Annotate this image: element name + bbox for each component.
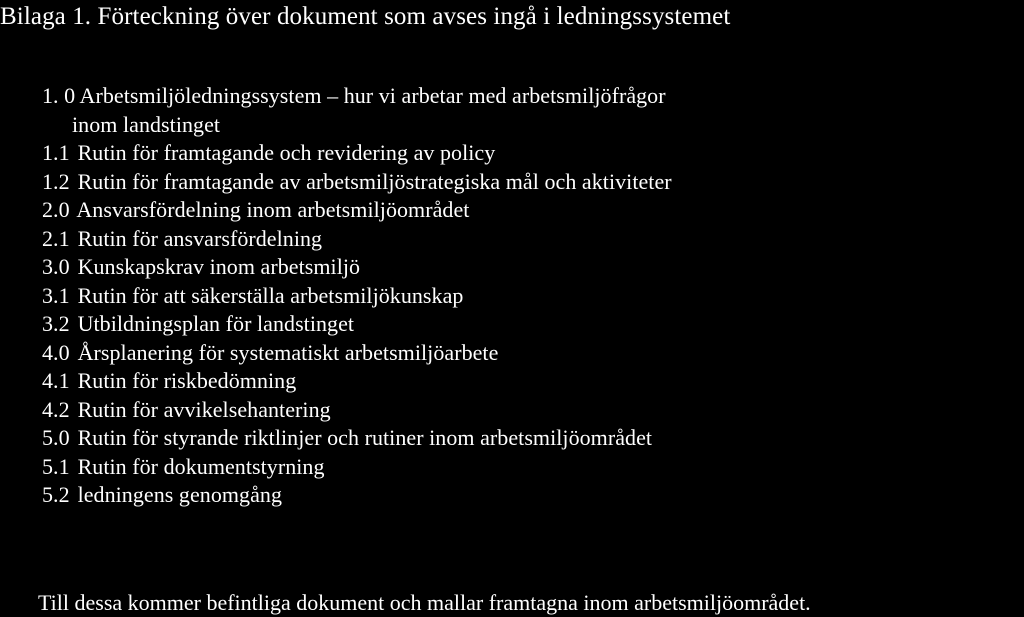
list-item [42, 225, 672, 254]
item-number: 2.1 [42, 225, 70, 251]
list-item [42, 282, 672, 311]
item-text: ledningens genomgång [77, 482, 283, 507]
item-text: Arbetsmiljöledningssystem – hur vi arbetar med arbetsmiljöfrågor [79, 83, 666, 108]
item-number: 3.0 [42, 254, 70, 279]
item-number: 1.1 [42, 140, 70, 165]
list-item [42, 82, 672, 111]
item-text: Rutin för att säkerställa arbetsmiljökunskap [77, 282, 464, 308]
item-number: 5.1 [42, 453, 70, 479]
list-item [42, 424, 672, 453]
item-text: Utbildningsplan för landstinget [77, 311, 355, 336]
item-number: 5.2 [42, 482, 70, 507]
item-text: Rutin för dokumentstyrning [77, 453, 325, 479]
item-text: Rutin för avvikelsehantering [77, 396, 331, 422]
document-footer-note: Till dessa kommer befintliga dokument och mallar framtagna inom arbetsmiljöområdet. [38, 590, 811, 615]
item-text: inom landstinget [72, 111, 221, 137]
item-number: 4.2 [42, 396, 70, 422]
list-item [42, 253, 672, 282]
item-text: Årsplanering för systematiskt arbetsmiljöarbete [77, 339, 499, 365]
item-text: Rutin för ansvarsfördelning [77, 225, 323, 251]
item-number: 3.1 [42, 282, 70, 308]
item-text: Rutin för framtagande och revidering av policy [77, 140, 496, 165]
item-number: 5.0 [42, 425, 70, 450]
document-list [42, 82, 672, 510]
list-item [42, 168, 672, 197]
item-text: Rutin för framtagande av arbetsmiljöstrategiska mål och aktiviteter [77, 168, 672, 194]
document-title: Bilaga 1. Förteckning över dokument som avses ingå i ledningssystemet [0, 3, 731, 30]
list-item-continuation [42, 111, 672, 140]
item-number: 4.0 [42, 339, 70, 365]
list-item [42, 196, 672, 225]
item-text: Rutin för riskbedömning [77, 368, 297, 393]
item-number: 2.0 [42, 197, 70, 222]
item-text: Ansvarsfördelning inom arbetsmiljöområdet [76, 197, 470, 222]
item-number: 4.1 [42, 368, 70, 393]
list-item [42, 367, 672, 396]
list-item [42, 481, 672, 510]
item-text: Kunskapskrav inom arbetsmiljö [77, 254, 361, 279]
item-text: Rutin för styrande riktlinjer och rutiner inom arbetsmiljöområdet [77, 425, 653, 450]
item-number: 1. 0 [42, 83, 76, 108]
list-item [42, 310, 672, 339]
list-item [42, 339, 672, 368]
list-item [42, 139, 672, 168]
item-number: 1.2 [42, 168, 70, 194]
item-number: 3.2 [42, 311, 70, 336]
list-item [42, 396, 672, 425]
list-item [42, 453, 672, 482]
